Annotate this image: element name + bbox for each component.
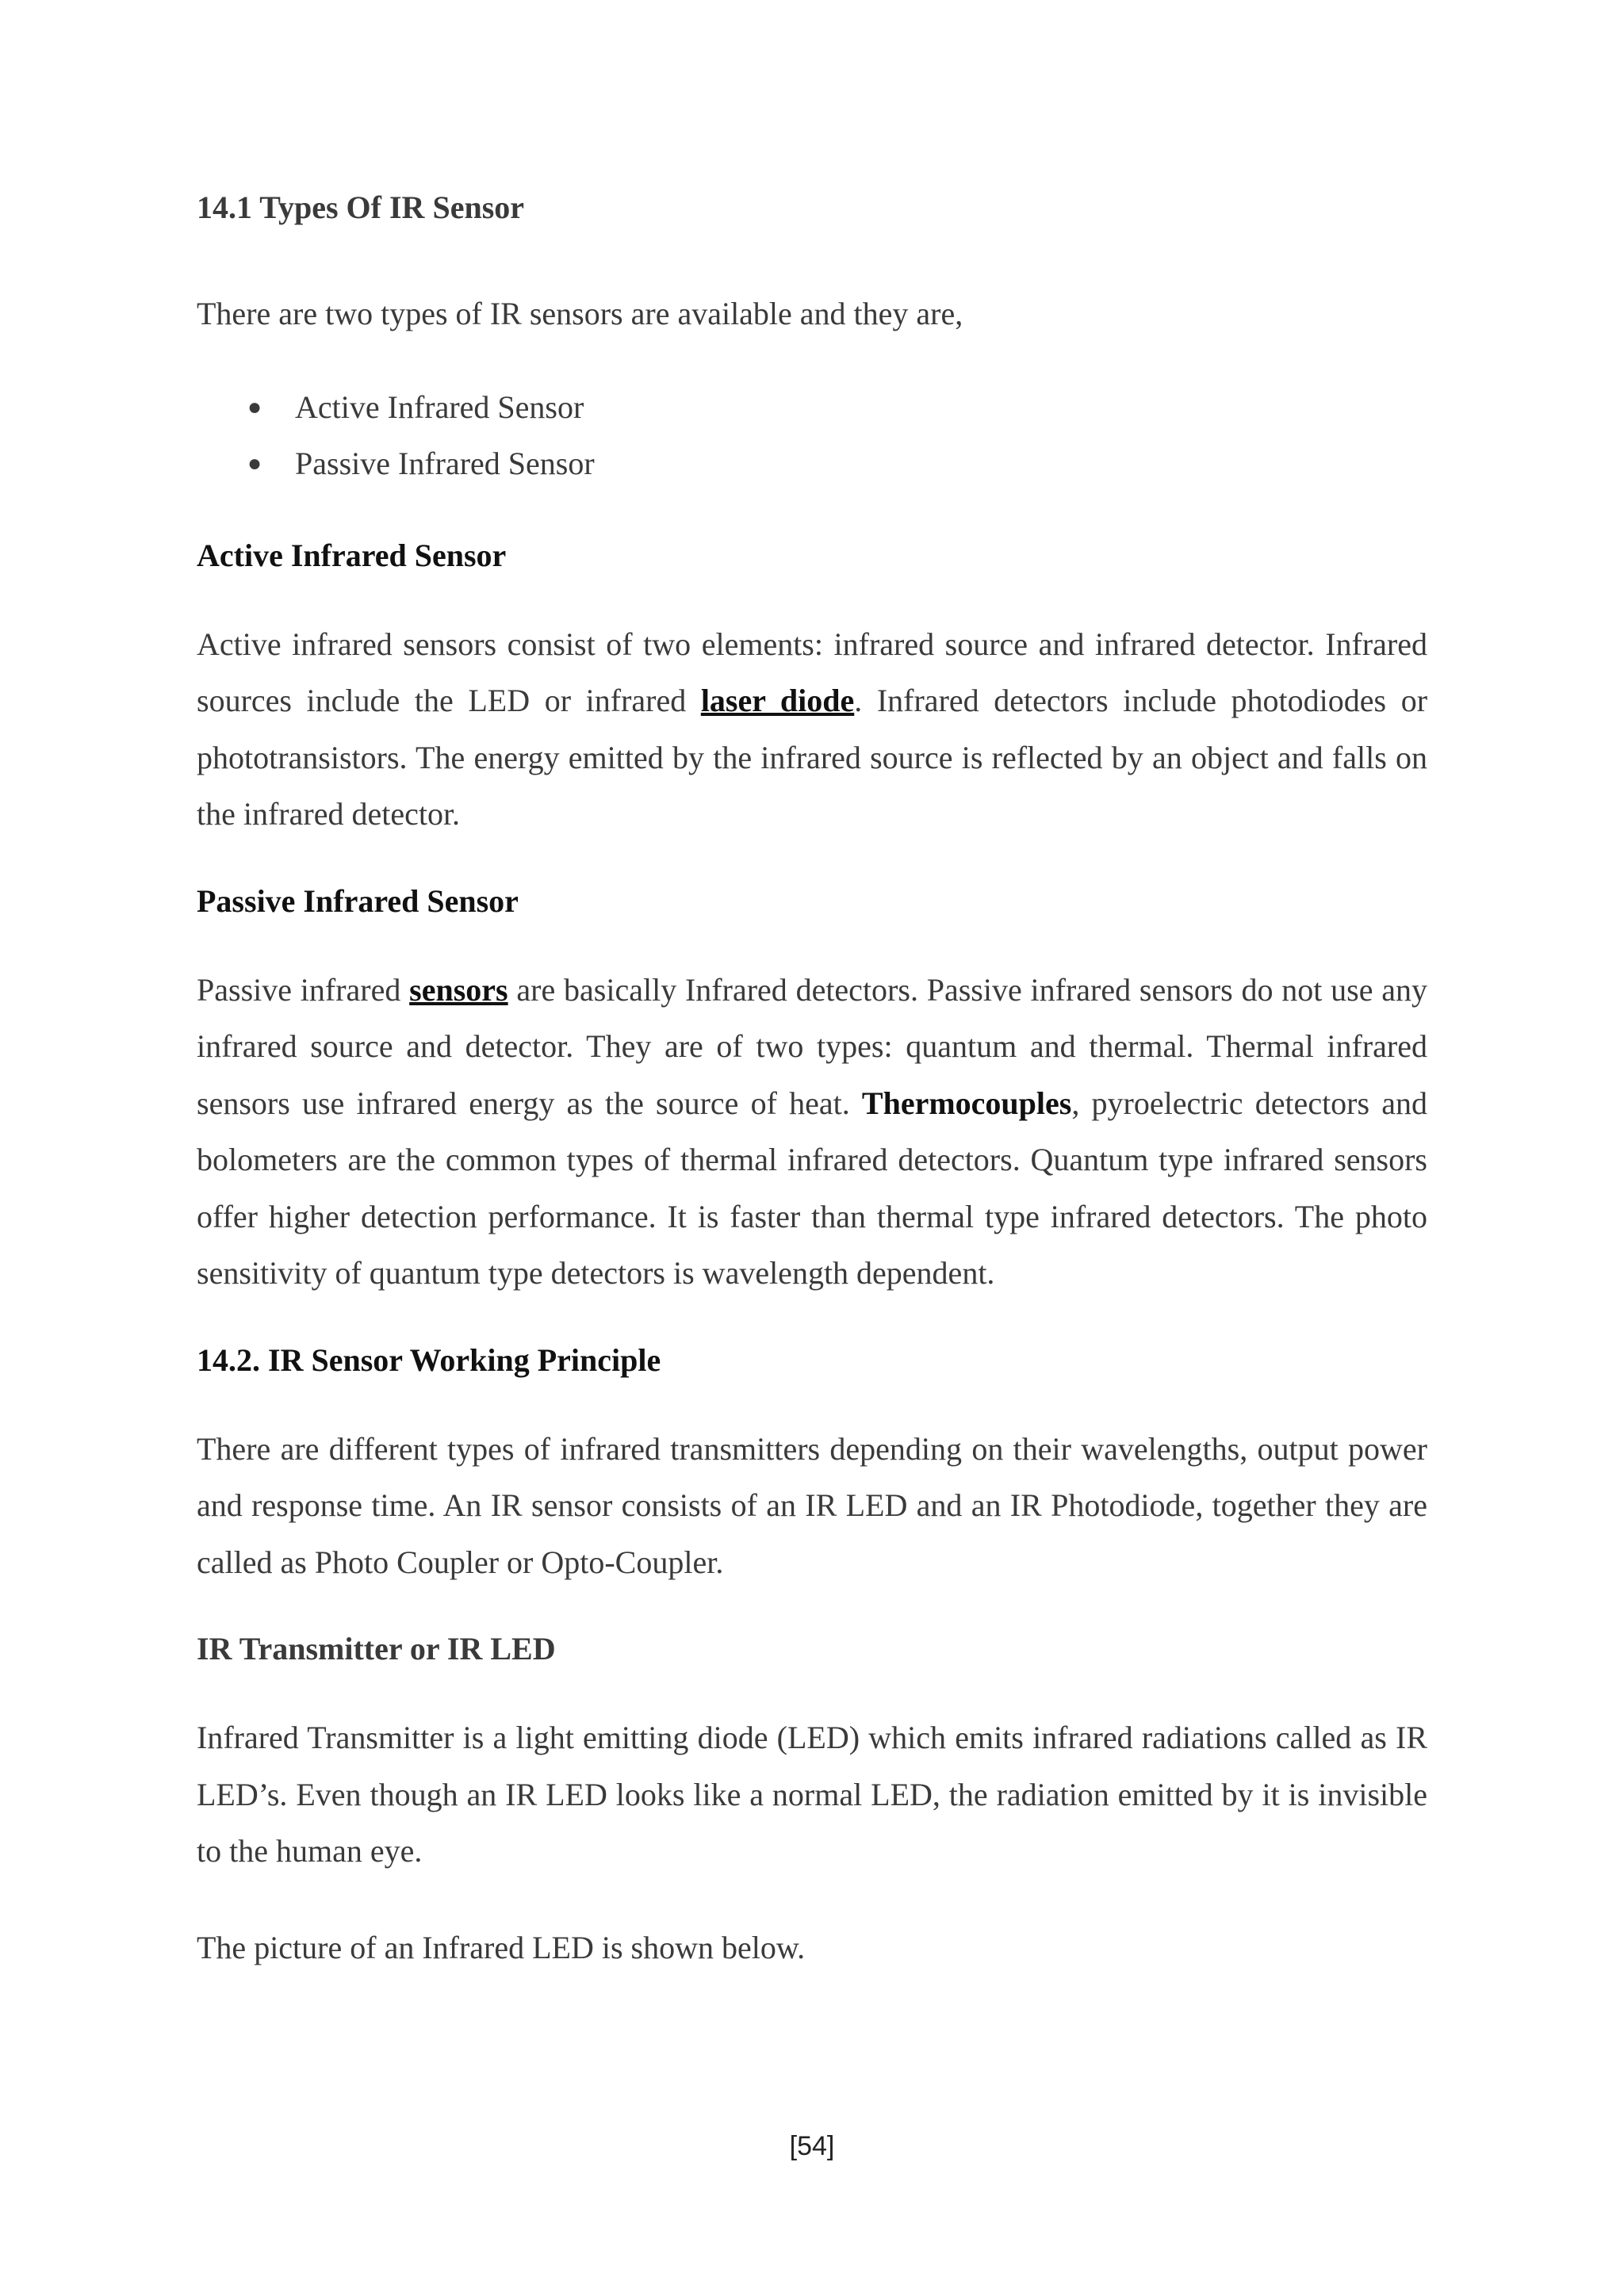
page-content — [197, 189, 1427, 1976]
picture-caption-note: The picture of an Infrared LED is shown below. — [197, 1929, 806, 1965]
passive-sensor-heading: Passive Infrared Sensor — [197, 882, 519, 919]
passive-sensor-paragraph — [197, 962, 1427, 1302]
ir-transmitter-heading: IR Transmitter or IR LED — [197, 1631, 556, 1667]
passive-text-part-2: are basically Infrared detectors. Passive infrared sensors do not use any infrared source and detector. They are of two types: quantum and thermal. Thermal infrared sensors use infrared energy as the source of heat. — [197, 971, 1428, 1121]
list-item — [197, 379, 1427, 436]
active-sensor-paragraph — [197, 616, 1427, 843]
laser-diode-link[interactable]: laser diode — [700, 683, 855, 718]
active-sensor-heading: Active Infrared Sensor — [197, 537, 507, 573]
sensor-types-list — [197, 379, 1427, 492]
active-text-part-1: Active infrared sensors consist of two elements: infrared source and infrared detector. Infrared sources include the LED or infrared — [197, 626, 1427, 718]
working-principle-paragraph: There are different types of infrared transmitters depending on their wavelengths, output power and response time. An IR sensor consists of an IR LED and an IR Photodiode, together they are called as Photo Coupler or Opto-Coupler. — [197, 1430, 1427, 1580]
bullet-icon: ● — [247, 450, 262, 476]
page-number: [54] — [789, 2131, 835, 2161]
list-item-label: Active Infrared Sensor — [295, 388, 584, 425]
section-title-types: 14.1 Types Of IR Sensor — [197, 189, 525, 225]
passive-text-part-1: Passive infrared — [197, 971, 410, 1008]
sensors-link[interactable]: sensors — [409, 971, 508, 1008]
section-title-working-principle: 14.2. IR Sensor Working Principle — [197, 1341, 661, 1378]
list-item — [197, 435, 1427, 492]
bullet-icon: ● — [247, 393, 262, 420]
intro-paragraph: There are two types of IR sensors are available and they are, — [197, 296, 963, 331]
passive-text-part-3: , pyroelectric detectors and bolometers are the common types of thermal infrared detectors. Quantum type infrared sensors offer higher detection performance. It is faster than thermal type infrared detectors. The photo sensitivity of quantum type detectors is wavelength dependent. — [197, 1085, 1428, 1291]
list-item-label: Passive Infrared Sensor — [295, 446, 595, 481]
active-text-part-2: . Infrared detectors include photodiodes or phototransistors. The energy emitted by the infrared source is reflected by an object and falls on the infrared detector. — [197, 683, 1428, 832]
ir-transmitter-paragraph: Infrared Transmitter is a light emitting diode (LED) which emits infrared radiations called as IR LED’s. Even though an IR LED looks like a normal LED, the radiation emitted by it is invisible to the human eye. — [197, 1720, 1427, 1869]
thermocouples-term: Thermocouples — [861, 1085, 1072, 1121]
